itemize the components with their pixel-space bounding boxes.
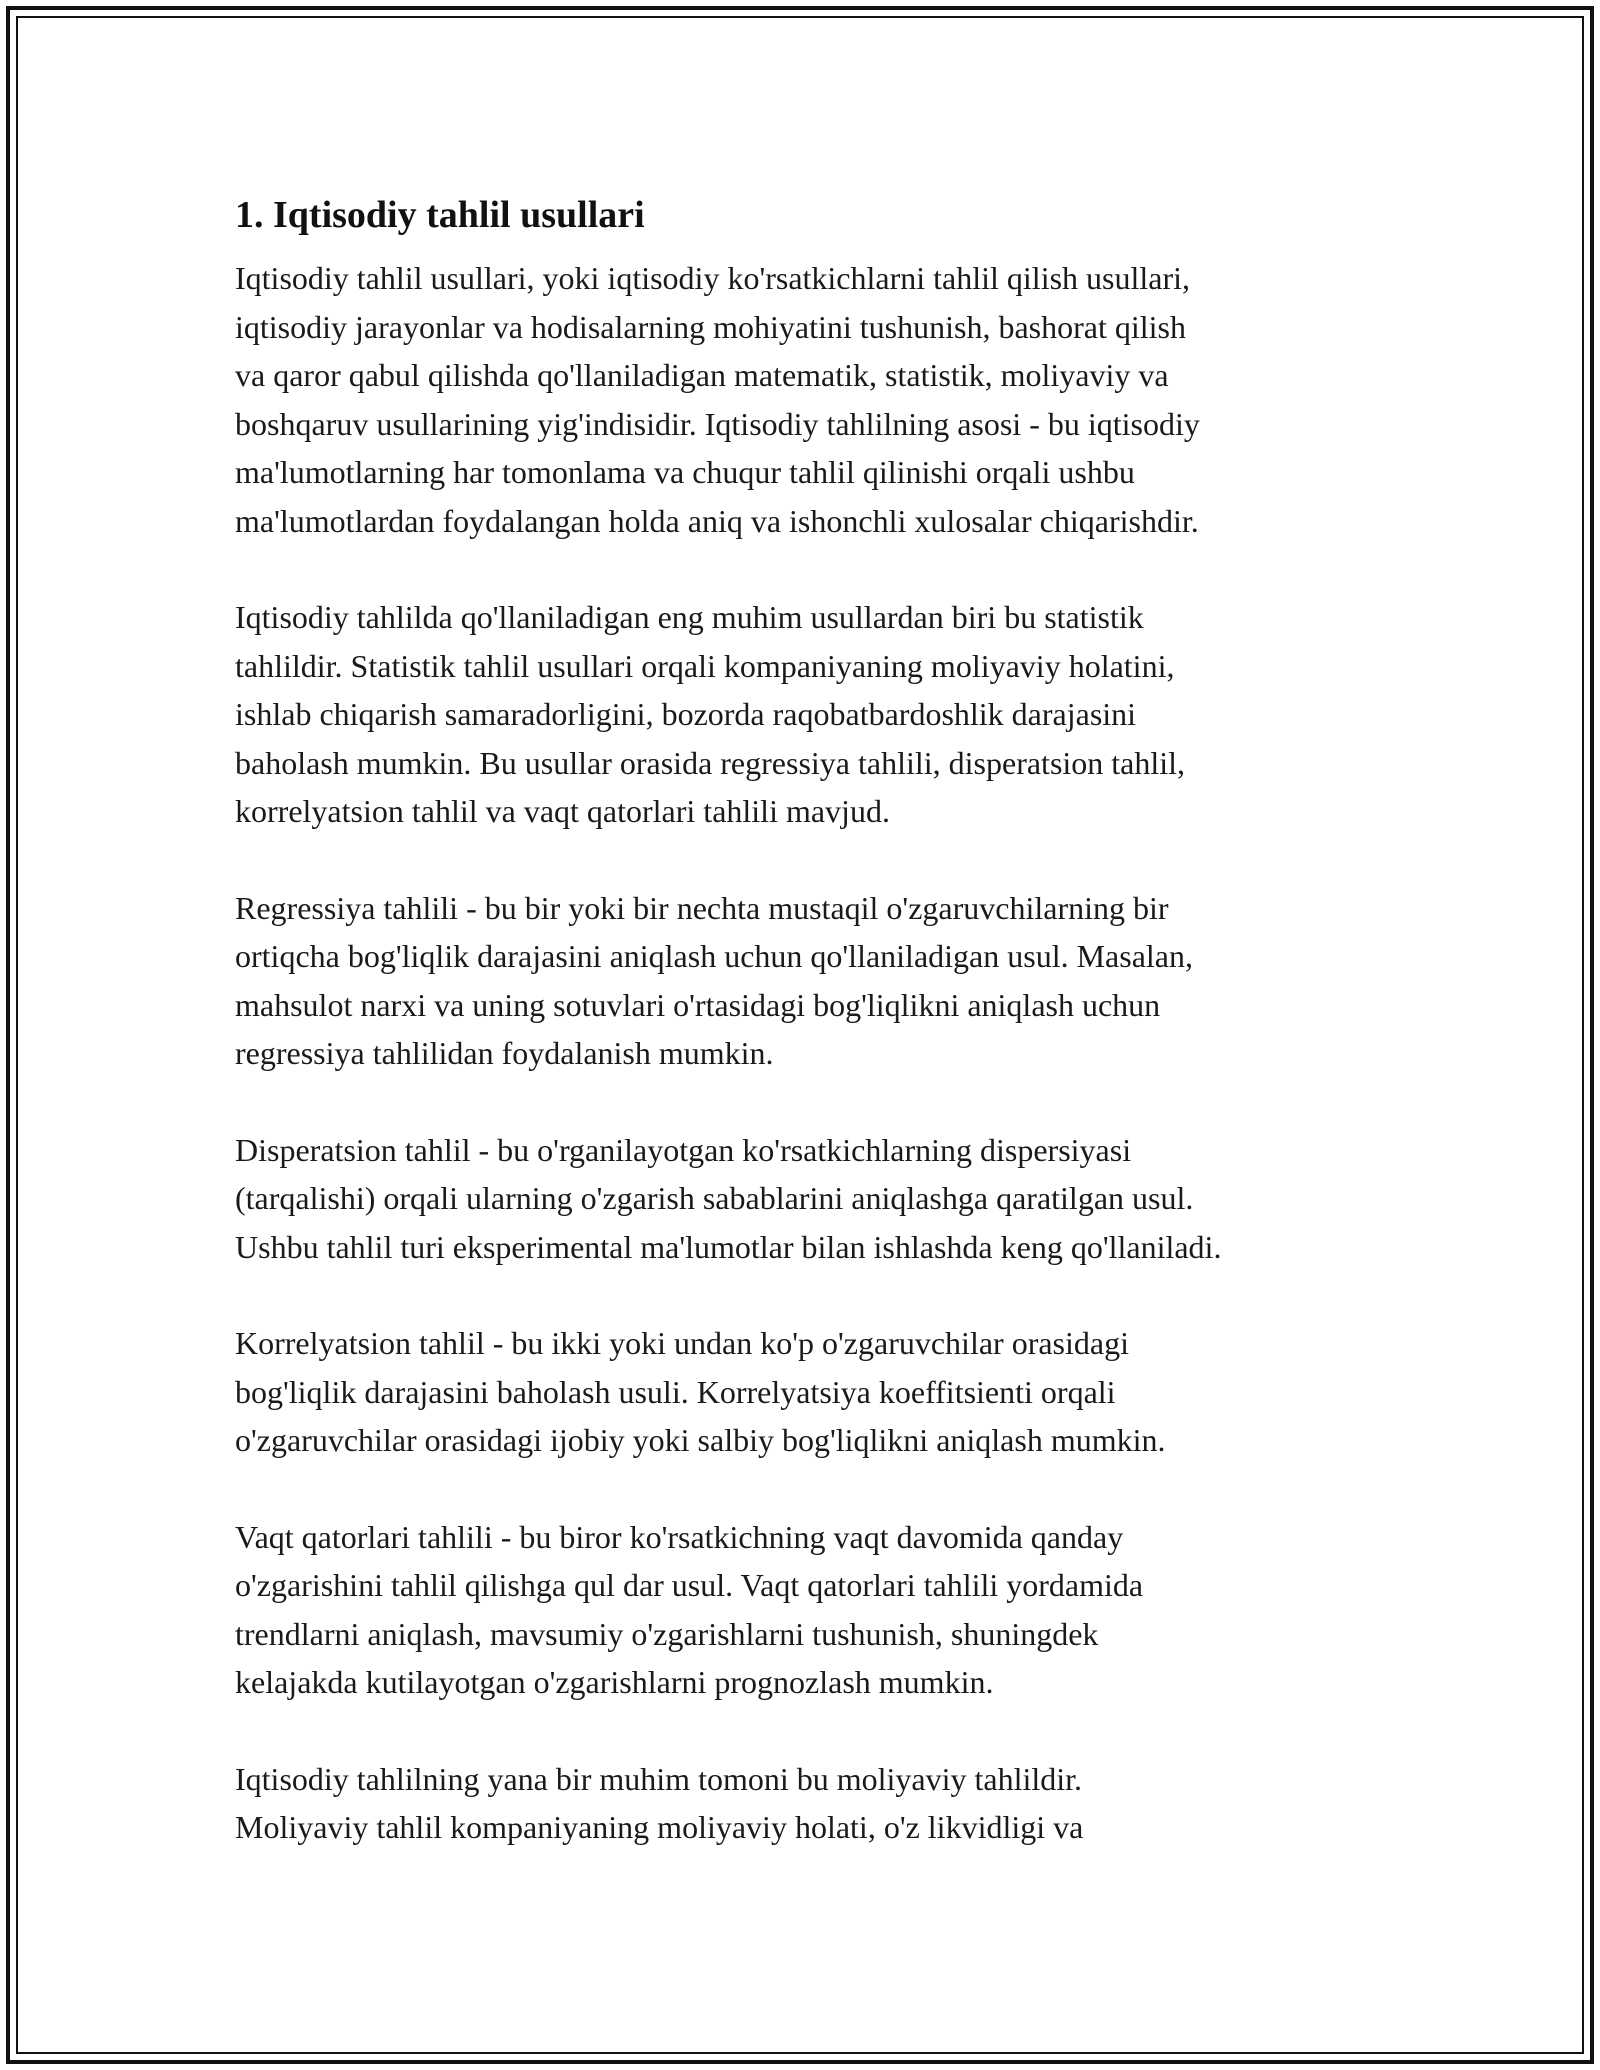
paragraph-correlation-analysis [235,1319,1415,1465]
text-line: regressiya tahlilidan foydalanish mumkin. [235,1035,774,1071]
text-line: kelajakda kutilayotgan o'zgarishlarni prognozlash mumkin. [235,1664,994,1700]
text-line: Disperatsion tahlil - bu o'rganilayotgan ko'rsatkichlarning dispersiyasi [235,1131,1132,1168]
text-line: ma'lumotlardan foydalangan holda aniq va ishonchli xulosalar chiqarishdir. [235,502,1199,539]
text-line: Regressiya tahlili - bu bir yoki bir nechta mustaqil o'zgaruvchilarning bir [235,889,1169,926]
text-line: trendlarni aniqlash, mavsumiy o'zgarishlarni tushunish, shuningdek [235,1615,1099,1652]
section-heading: 1. Iqtisodiy tahlil usullari [235,194,645,236]
text-line: Vaqt qatorlari tahlili - bu biror ko'rsatkichning vaqt davomida qanday [235,1518,1124,1555]
text-line: Moliyaviy tahlil kompaniyaning moliyaviy holati, o'z likvidligi va [235,1809,1084,1845]
paragraph-regression-analysis [235,884,1415,1078]
text-line: Ushbu tahlil turi eksperimental ma'lumotlar bilan ishlashda keng qo'llaniladi. [235,1228,1222,1265]
text-line: o'zgaruvchilar orasidagi ijobiy yoki salbiy bog'liqlikni aniqlash mumkin. [235,1422,1166,1458]
text-line: tahlildir. Statistik tahlil usullari orqali kompaniyaning moliyaviy holatini, [235,647,1175,684]
text-line: ma'lumotlarning har tomonlama va chuqur tahlil qilinishi orqali ushbu [235,454,1135,490]
text-line: (tarqalishi) orqali ularning o'zgarish sabablarini aniqlashga qaratilgan usul. [235,1180,1194,1216]
paragraph-financial-analysis [235,1755,1415,1852]
text-line: ortiqcha bog'liqlik darajasini aniqlash uchun qo'llaniladigan usul. Masalan, [235,938,1193,974]
text-line: va qaror qabul qilishda qo'llaniladigan matematik, statistik, moliyaviy va [235,357,1169,393]
paragraph-statistical-analysis [235,593,1415,836]
paragraph-variance-analysis [235,1126,1415,1272]
text-line: ishlab chiqarish samaradorligini, bozorda raqobatbardoshlik darajasini [235,696,1137,732]
paragraph-time-series-analysis [235,1513,1415,1707]
text-line: o'zgarishini tahlil qilishga qul dar usul. Vaqt qatorlari tahlili yordamida [235,1567,1144,1603]
text-line: bog'liqlik darajasini baholash usuli. Korrelyatsiya koeffitsienti orqali [235,1373,1116,1410]
document-page [235,186,1415,1852]
text-line: mahsulot narxi va uning sotuvlari o'rtasidagi bog'liqlikni aniqlash uchun [235,986,1161,1023]
text-line: boshqaruv usullarining yig'indisidir. Iqtisodiy tahlilning asosi - bu iqtisodiy [235,405,1200,442]
text-line: Iqtisodiy tahlil usullari, yoki iqtisodiy ko'rsatkichlarni tahlil qilish usullari, [235,260,1191,296]
text-line: iqtisodiy jarayonlar va hodisalarning mohiyatini tushunish, bashorat qilish [235,308,1186,345]
text-line: Iqtisodiy tahlilning yana bir muhim tomoni bu moliyaviy tahlildir. [235,1760,1083,1797]
text-line: baholash mumkin. Bu usullar orasida regressiya tahlili, disperatsion tahlil, [235,744,1186,781]
text-line: korrelyatsion tahlil va vaqt qatorlari tahlili mavjud. [235,793,890,829]
text-line: Iqtisodiy tahlilda qo'llaniladigan eng muhim usullardan biri bu statistik [235,599,1144,635]
paragraph-intro [235,254,1415,545]
text-line: Korrelyatsion tahlil - bu ikki yoki undan ko'p o'zgaruvchilar orasidagi [235,1325,1129,1361]
